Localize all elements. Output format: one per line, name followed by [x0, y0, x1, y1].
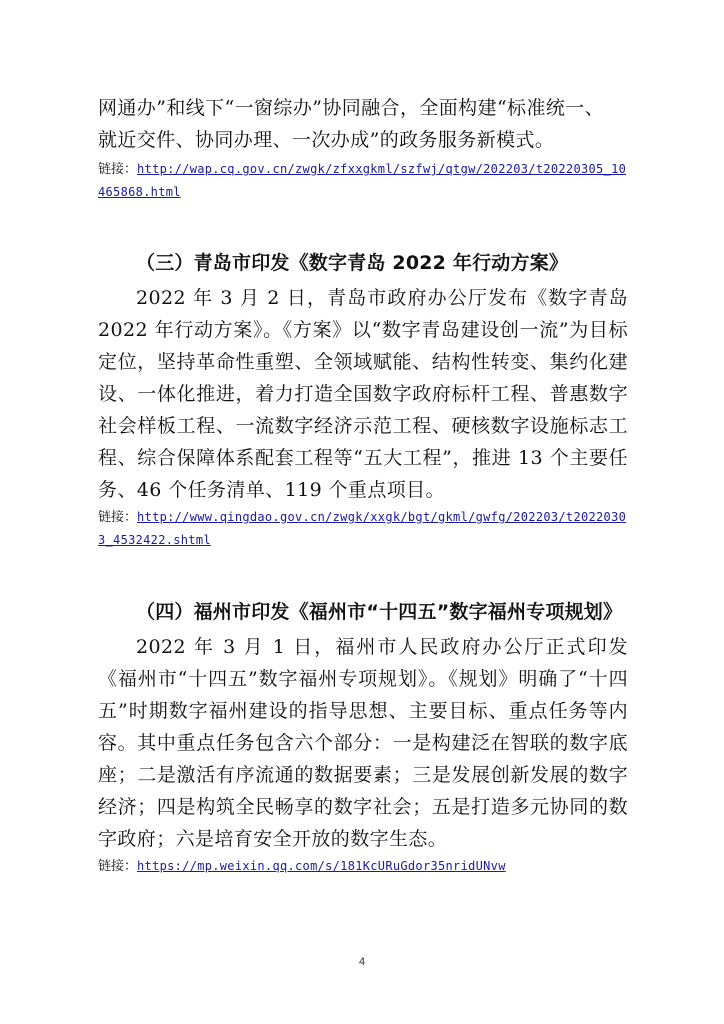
section-heading: （三）青岛市印发《数字青岛 2022 年行动方案》 [136, 252, 569, 274]
intro-line-2: 就近交件、协同办理、一次办成”的政务服务新模式。 [98, 129, 555, 151]
page-number: 4 [358, 956, 366, 968]
section-link-url[interactable]: https://mp.weixin.qq.com/s/181KcURuGdor35nridUNvw [137, 859, 506, 873]
link-label: 链接： [98, 859, 138, 874]
section-link [98, 506, 628, 552]
section-link [98, 855, 628, 878]
intro-link-url[interactable]: http://wap.cq.gov.cn/zwgk/zfxxgkml/szfwj/qtgw/202203/t20220305_10465868.html [98, 162, 627, 199]
section-body: 2022 年 3 月 2 日，青岛市政府办公厅发布《数字青岛 2022 年行动方案》。《方案》以“数字青岛建设创一流”为目标定位，坚持革命性重塑、全领域赋能、结构性转变、集约化建设、一体化推进，着力打造全国数字政府标杆工程、普惠数字社会样板工程、一流数字经济示范工程、硬核数字设施标志工程、综合保障体系配套工程等“五大工程”，推进 13 个主要任务、46 个任务清单、119 个重点项目。 [98, 287, 628, 501]
intro-link [98, 158, 628, 204]
link-label: 链接： [98, 162, 138, 177]
section-heading: （四）福州市印发《福州市“十四五”数字福州专项规划》 [136, 601, 623, 623]
intro-line-1: 网通办”和线下“一窗综办”协同融合，全面构建“标准统一、 [98, 97, 605, 119]
link-label: 链接： [98, 510, 138, 525]
section-qingdao [98, 248, 628, 552]
section-fuzhou [98, 597, 628, 878]
intro-block [98, 92, 628, 204]
section-body: 2022 年 3 月 1 日，福州市人民政府办公厅正式印发《福州市“十四五”数字福州专项规划》。《规划》明确了“十四五”时期数字福州建设的指导思想、主要目标、重点任务等内容。其中重点任务包含六个部分：一是构建泛在智联的数字底座；二是激活有序流通的数据要素；三是发展创新发展的数字经济；四是构筑全民畅享的数字社会；五是打造多元协同的数字政府；六是培育安全开放的数字生态。 [98, 636, 628, 850]
section-link-url[interactable]: http://www.qingdao.gov.cn/zwgk/xxgk/bgt/gkml/gwfg/202203/t20220303_4532422.shtml [98, 510, 627, 547]
